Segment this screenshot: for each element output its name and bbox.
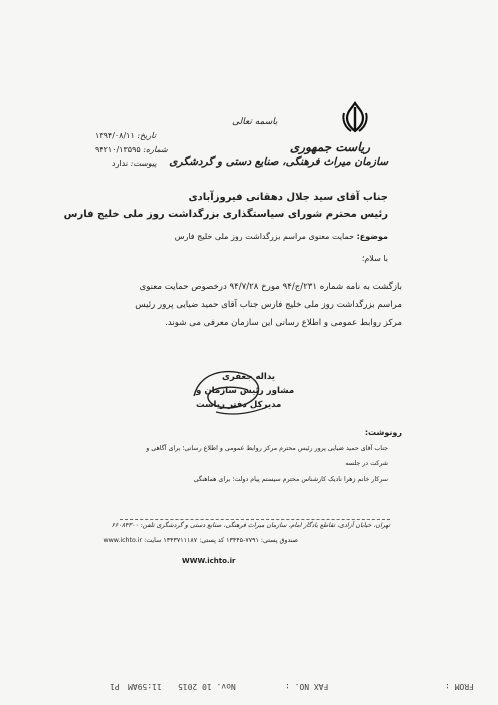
signer-name: یداله جعفری: [222, 372, 276, 382]
body-line-3: مرکز روابط عمومی و اطلاع رسانی این سازمان معرفی می شوند.: [165, 318, 402, 328]
signer-title-2: مدیرکل دفتر ریاست: [196, 400, 282, 410]
footer-divider: [120, 519, 390, 520]
signer-title-1: مشاور رئیس سازمان و: [196, 386, 295, 396]
cc-label: رونوشت:: [364, 428, 402, 437]
footer-website: WWW.ichto.ir: [182, 557, 236, 565]
cc-item: سرکار خانم زهرا نادیک کارشناس محترم سیستم پیام دولت؛ برای هماهنگی: [193, 476, 388, 483]
org-line-ministry: سازمان میراث فرهنگی، صنایع دستی و گردشگری: [169, 156, 388, 168]
date-line: [95, 131, 156, 140]
org-line-presidency: ریاست جمهوری: [289, 140, 370, 154]
footer-address: تهران، خیابان آزادی، تقاطع یادگار امام، سازمان میراث فرهنگی، صنایع دستی و گردشگری تلفن: ۶۶۰۸۴۳۰۰: [111, 522, 390, 529]
body-line-2: مراسم بزرگداشت روز ملی خلیج فارس جناب آقای حمید ضیایی پرور رئیس: [135, 300, 402, 310]
subject-label: موضوع:: [356, 232, 388, 241]
attachment-line: [112, 159, 157, 168]
number-line: [95, 145, 168, 154]
invocation: باسمه تعالی: [232, 117, 278, 127]
recipient-title: رئیس محترم شورای سیاستگذاری بزرگداشت روز ملی خلیج فارس: [63, 209, 388, 220]
attachment-value: ندارد: [112, 159, 129, 168]
fax-number-label: FAX NO. :: [285, 682, 329, 691]
number-value: ۹۴۲۱۰/۱۳۵۹۵: [95, 145, 141, 154]
subject-text: حمایت معنوی مراسم بزرگداشت روز ملی خلیج فارس: [174, 232, 355, 241]
subject-line: [175, 232, 388, 241]
fax-from-label: FROM :: [445, 682, 474, 691]
footer-contact: صندوق پستی: ۷۷۹۱-۱۳۴۴۵ کد پستی: ۱۳۴۳۷۱۱۱۸۷ سایت: www.ichto.ir: [103, 537, 298, 544]
body-line-1: بازگشت به نامه شماره ۲۳۱/ج/۹۴ مورخ ۹۴/۷/۲۸ درخصوص حمایت معنوی: [139, 282, 402, 292]
number-label: شماره:: [143, 145, 168, 154]
greeting: با سلام؛: [361, 254, 388, 263]
iran-emblem: [338, 100, 372, 134]
cc-item: شرکت در جلسه: [345, 460, 388, 467]
cc-item: جناب آقای حمید ضیایی پرور رئیس محترم مرکز روابط عمومی و اطلاع رسانی؛ برای آگاهی و: [146, 445, 388, 452]
date-label: تاریخ:: [137, 131, 156, 140]
recipient-name: جناب آقای سید جلال دهقانی فیروزآبادی: [188, 192, 388, 203]
fax-date: Nov. 10 2015: [178, 682, 236, 691]
fax-page: P1: [110, 682, 120, 691]
fax-time: 11:59AM: [128, 682, 162, 691]
attachment-label: پیوست:: [130, 159, 157, 168]
date-value: ۱۳۹۴/۰۸/۱۱: [95, 131, 135, 140]
